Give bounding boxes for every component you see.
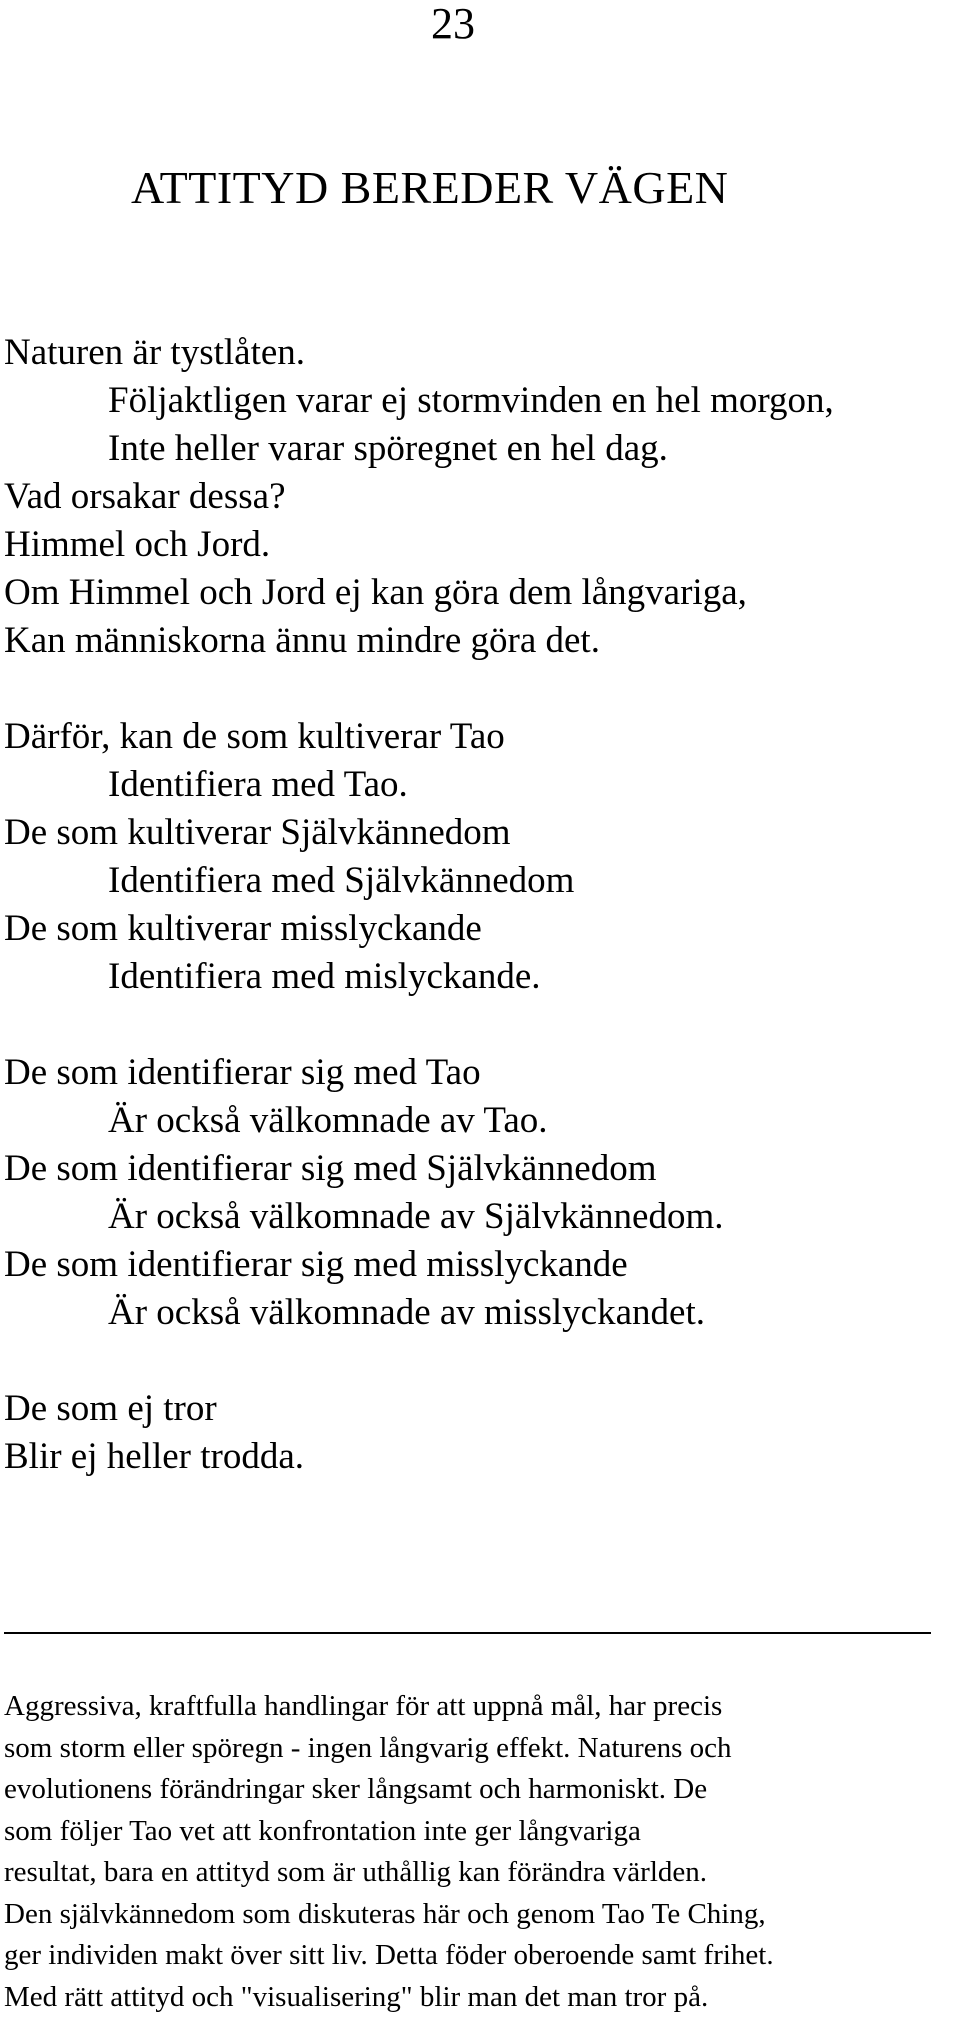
stanza — [4, 329, 954, 665]
verse-line: Därför, kan de som kultiverar Tao — [4, 716, 505, 757]
verse-line: Naturen är tystlåten. — [4, 332, 306, 373]
footnote-line: Aggressiva, kraftfulla handlingar för att uppnå mål, har precis — [4, 1690, 723, 1722]
verse-line: Himmel och Jord. — [4, 524, 271, 565]
verse-line: Vad orsakar dessa? — [4, 476, 286, 517]
verse-line: Blir ej heller trodda. — [4, 1436, 305, 1477]
stanza — [4, 1385, 954, 1481]
verse-line: Om Himmel och Jord ej kan göra dem långvariga, — [4, 572, 747, 613]
verse-line: De som kultiverar misslyckande — [4, 908, 482, 949]
verse-line: De som identifierar sig med Självkännedom — [4, 1148, 657, 1189]
chapter-title: ATTITYD BEREDER VÄGEN — [131, 162, 729, 213]
verse-line-indented: Är också välkomnade av misslyckandet. — [108, 1292, 705, 1333]
verse-line-indented: Inte heller varar spöregnet en hel dag. — [108, 428, 668, 469]
verse-line-indented: Identifiera med Tao. — [108, 764, 408, 805]
verse-line: De som kultiverar Självkännedom — [4, 812, 511, 853]
verse-line: De som identifierar sig med Tao — [4, 1052, 481, 1093]
footnote-line: Den självkännedom som diskuteras här och genom Tao Te Ching, — [4, 1897, 766, 1930]
footnote-divider — [4, 1632, 931, 1634]
footnote-line: Med rätt attityd och "visualisering" blir man det man tror på. — [4, 1980, 709, 2013]
verse-line: De som ej tror — [4, 1388, 217, 1429]
page-number: 23 — [431, 0, 475, 48]
footnote-line: som storm eller spöregn - ingen långvarig effekt. Naturens och — [4, 1731, 732, 1764]
footnote — [4, 1686, 960, 2018]
verse-line: De som identifierar sig med misslyckande — [4, 1244, 628, 1285]
stanza — [4, 1049, 954, 1337]
poem — [4, 329, 954, 1529]
verse-line-indented: Identifiera med mislyckande. — [108, 956, 541, 997]
verse-line-indented: Är också välkomnade av Självkännedom. — [108, 1196, 724, 1237]
verse-line-indented: Identifiera med Självkännedom — [108, 860, 575, 901]
verse-line: Kan människorna ännu mindre göra det. — [4, 620, 600, 661]
footnote-line: resultat, bara en attityd som är uthållig kan förändra världen. — [4, 1856, 707, 1888]
verse-line-indented: Är också välkomnade av Tao. — [108, 1100, 548, 1141]
footnote-line: som följer Tao vet att konfrontation inte ger långvariga — [4, 1814, 641, 1847]
footnote-line: evolutionens förändringar sker långsamt och harmoniskt. De — [4, 1773, 708, 1805]
verse-line-indented: Följaktligen varar ej stormvinden en hel morgon, — [108, 380, 834, 421]
footnote-line: ger individen makt över sitt liv. Detta föder oberoende samt frihet. — [4, 1939, 774, 1971]
stanza — [4, 713, 954, 1001]
